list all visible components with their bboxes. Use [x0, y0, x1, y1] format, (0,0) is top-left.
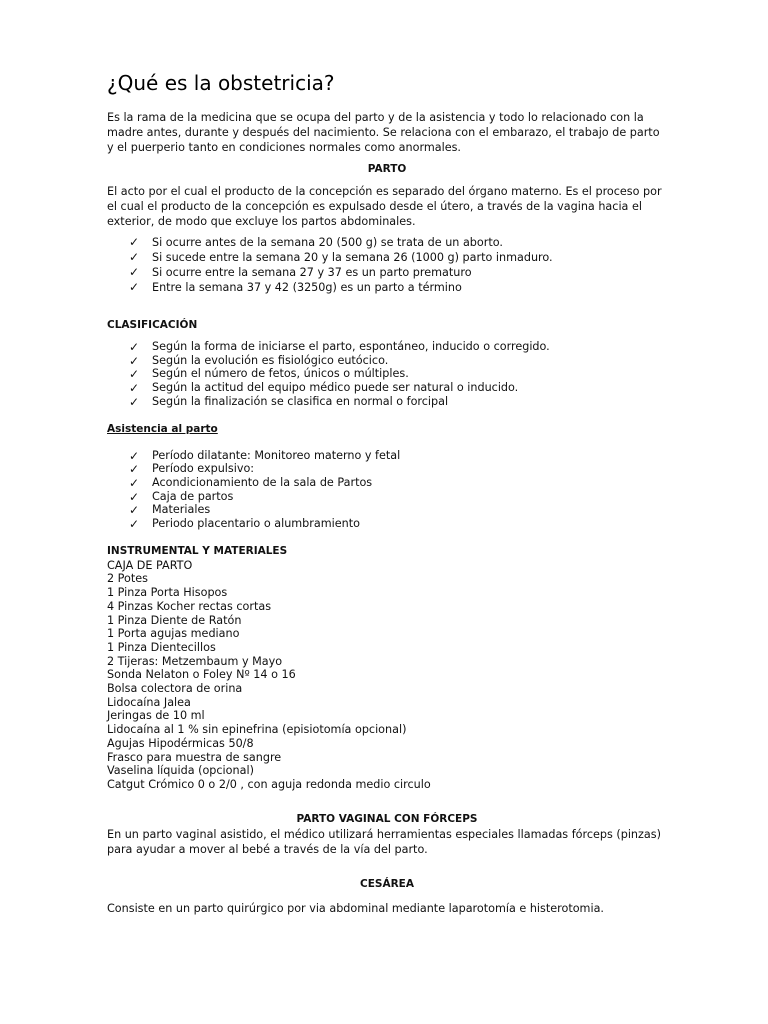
list-item: ✓ Según el número de fetos, únicos o múltiples.	[129, 367, 409, 382]
cesarea-heading: CESÁREA	[360, 877, 414, 890]
checkmark-icon: ✓	[129, 394, 140, 409]
checkmark-icon: ✓	[129, 265, 140, 279]
checkmark-icon: ✓	[129, 353, 140, 368]
instrumental-heading: INSTRUMENTAL Y MATERIALES	[107, 544, 288, 557]
list-item: Lidocaína al 1 % sin epinefrina (episiotomía opcional)	[107, 723, 407, 737]
asistencia-heading: Asistencia al parto	[107, 422, 218, 435]
checkmark-icon: ✓	[129, 367, 140, 382]
list-item: 1 Pinza Dientecillos	[107, 640, 216, 654]
list-item: ✓ Caja de partos	[129, 489, 234, 504]
instrumental-list	[107, 559, 667, 792]
checkmark-icon: ✓	[129, 250, 140, 264]
list-item: ✓ Según la finalización se clasifica en normal o forcipal	[129, 394, 449, 409]
document-page	[107, 70, 667, 916]
list-item: ✓ Si ocurre antes de la semana 20 (500 g) se trata de un aborto.	[129, 235, 503, 249]
checkmark-icon: ✓	[129, 462, 140, 477]
list-item: ✓ Acondicionamiento de la sala de Partos	[129, 475, 373, 490]
list-item: Bolsa colectora de orina	[107, 682, 243, 696]
list-item: 1 Pinza Diente de Ratón	[107, 613, 242, 627]
list-item: ✓ Período dilatante: Monitoreo materno y fetal	[129, 448, 401, 463]
checkmark-icon: ✓	[129, 235, 140, 249]
list-item: ✓ Entre la semana 37 y 42 (3250g) es un parto a término	[129, 280, 462, 294]
list-item: Jeringas de 10 ml	[107, 709, 205, 723]
clasificacion-heading: CLASIFICACIÓN	[107, 319, 198, 331]
list-item: Agujas Hipodérmicas 50/8	[107, 736, 254, 750]
list-item: Vaselina líquida (opcional)	[107, 764, 254, 778]
list-item: Lidocaína Jalea	[107, 695, 191, 709]
list-item: CAJA DE PARTO	[107, 558, 193, 572]
page-title: ¿Qué es la obstetricia?	[107, 71, 335, 95]
clasificacion-list	[107, 340, 667, 409]
list-item: ✓ Materiales	[129, 503, 211, 518]
cesarea-paragraph: Consiste en un parto quirúrgico por via abdominal mediante laparotomía e histerotomia.	[107, 901, 604, 915]
checkmark-icon: ✓	[129, 475, 140, 490]
list-item: 4 Pinzas Kocher rectas cortas	[107, 599, 272, 613]
intro-paragraph: Es la rama de la medicina que se ocupa del parto y de la asistencia y todo lo relacionado con la madre antes, durante y después del nacimiento. Se relaciona con el embarazo, el trabajo de parto y el puerperio tanto en condiciones normales como anormales.	[107, 111, 660, 154]
forceps-paragraph: En un parto vaginal asistido, el médico utilizará herramientas especiales llamadas fórceps (pinzas) para ayudar a mover al bebé a través de la vía del parto.	[107, 827, 661, 856]
list-item: ✓ Según la forma de iniciarse el parto, espontáneo, inducido o corregido.	[129, 340, 550, 354]
parto-heading: PARTO	[367, 163, 407, 175]
list-item: Catgut Crómico 0 o 2/0 , con aguja redonda medio circulo	[107, 777, 431, 791]
forceps-heading: PARTO VAGINAL CON FÓRCEPS	[296, 812, 478, 825]
checkmark-icon: ✓	[129, 517, 140, 532]
list-item: ✓ Si sucede entre la semana 20 y la semana 26 (1000 g) parto inmaduro.	[129, 250, 553, 264]
list-item: 2 Potes	[107, 572, 148, 586]
list-item: Sonda Nelaton o Foley Nº 14 o 16	[107, 668, 296, 682]
checkmark-icon: ✓	[129, 503, 140, 518]
checkmark-icon: ✓	[129, 280, 140, 294]
list-item: Frasco para muestra de sangre	[107, 750, 282, 764]
list-item: ✓ Según la actitud del equipo médico puede ser natural o inducido.	[129, 381, 519, 396]
list-item: ✓ Periodo placentario o alumbramiento	[129, 517, 360, 532]
list-item: ✓ Período expulsivo:	[129, 462, 255, 477]
list-item: ✓ Si ocurre entre la semana 27 y 37 es un parto prematuro	[129, 265, 472, 279]
checkmark-icon: ✓	[129, 381, 140, 396]
checkmark-icon: ✓	[129, 448, 140, 463]
checkmark-icon: ✓	[129, 489, 140, 504]
list-item: 1 Pinza Porta Hisopos	[107, 586, 228, 600]
list-item: 2 Tijeras: Metzembaum y Mayo	[107, 654, 283, 668]
parto-list	[107, 235, 667, 295]
list-item: ✓ Según la evolución es fisiológico eutócico.	[129, 353, 389, 368]
asistencia-list	[107, 449, 667, 531]
parto-paragraph: El acto por el cual el producto de la concepción es separado del órgano materno. Es el proceso por el cual el producto de la concepción es expulsado desde el útero, a través de la vagina hacia el exterior, de modo que excluye los partos abdominales.	[107, 185, 662, 228]
checkmark-icon: ✓	[129, 340, 140, 354]
list-item: 1 Porta agujas mediano	[107, 627, 240, 641]
